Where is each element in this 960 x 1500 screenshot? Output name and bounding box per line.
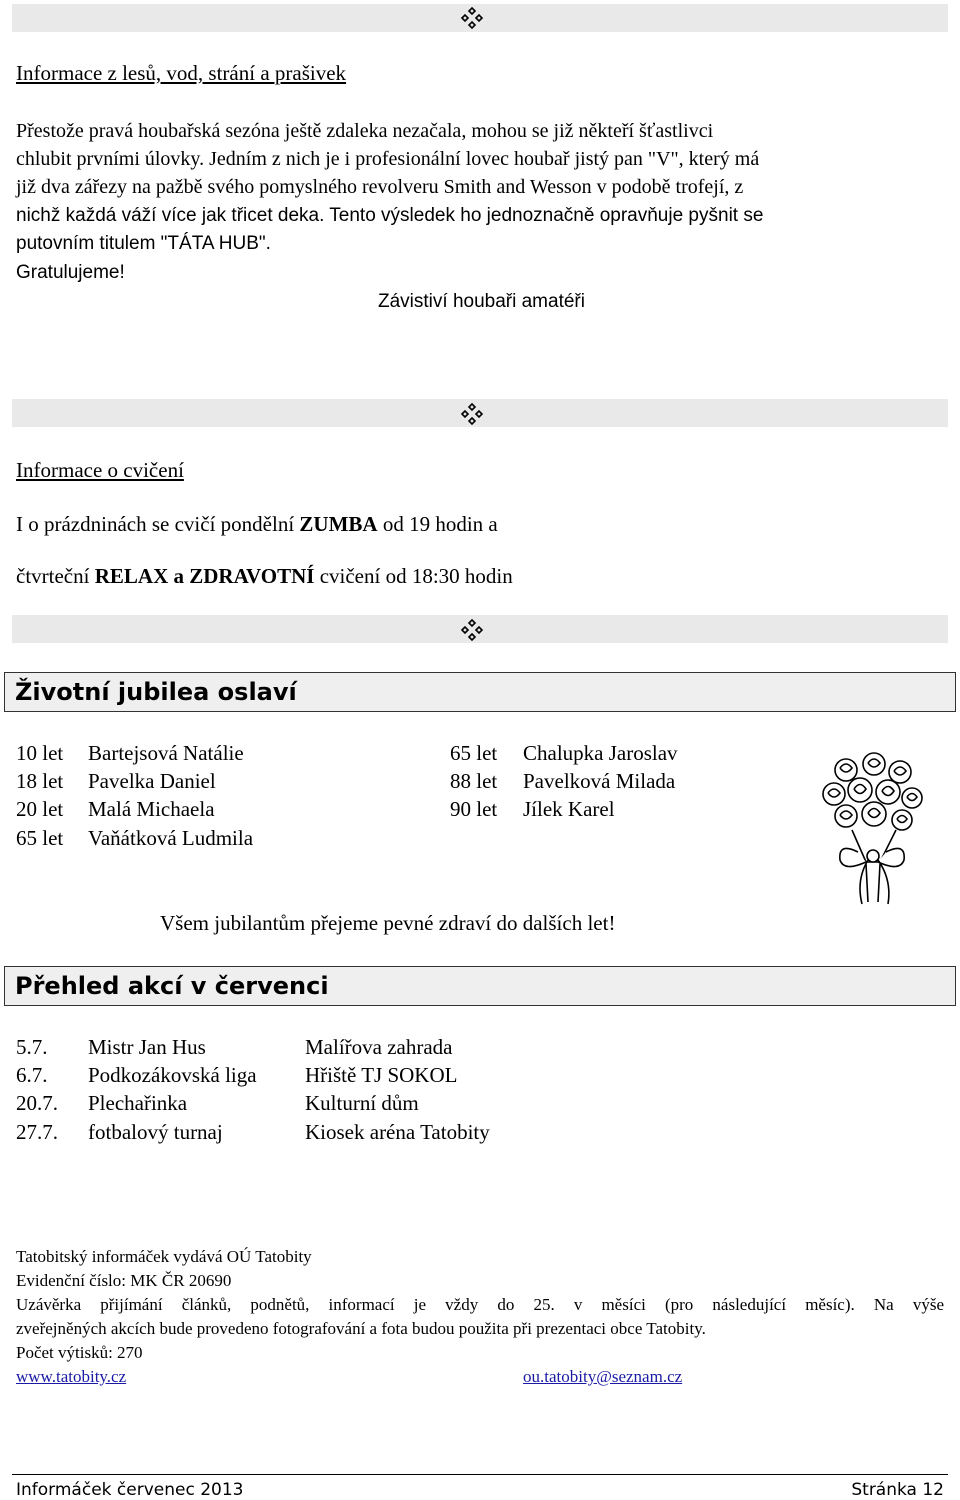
- imprint-registration: Evidenční číslo: MK ČR 20690: [16, 1271, 232, 1290]
- section-title-jubilees: Životní jubilea oslaví: [4, 672, 956, 712]
- jubilee-name: Malá Michaela: [88, 797, 215, 821]
- diamond-bullet-icon: [460, 6, 484, 30]
- section-title-exercise: Informace o cvičení: [16, 458, 184, 482]
- jubilee-age: 10 let: [16, 741, 64, 765]
- footer-issue: Informáček červenec 2013: [16, 1480, 244, 1500]
- jubilee-age: 88 let: [450, 769, 498, 793]
- exercise-line-1: [16, 510, 498, 538]
- flower-bouquet-icon: [818, 752, 928, 912]
- event-date: 6.7.: [16, 1063, 48, 1087]
- event-place: Hřiště TJ SOKOL: [305, 1063, 458, 1087]
- event-name: fotbalový turnaj: [88, 1120, 223, 1144]
- imprint-deadline-cont: zveřejněných akcích bude provedeno fotografování a fota budou použita při prezentaci obce Tatobity.: [16, 1319, 706, 1338]
- email-link[interactable]: ou.tatobity@seznam.cz: [523, 1367, 683, 1386]
- event-place: Malířova zahrada: [305, 1035, 453, 1059]
- footer-rule: [12, 1474, 948, 1475]
- text: čtvrteční: [16, 564, 95, 588]
- imprint-deadline: Uzávěrka přijímání článků, podnětů, informací je vždy do 25. v měsíci (pro následující měsíc). Na výše: [16, 1295, 944, 1314]
- paragraph-line: již dva zářezy na pažbě svého pomyslného revolveru Smith and Wesson v podobě trofejí, z: [16, 176, 744, 198]
- jubilee-name: Chalupka Jaroslav: [523, 741, 678, 765]
- jubilee-age: 65 let: [16, 826, 64, 850]
- event-name: Mistr Jan Hus: [88, 1035, 206, 1059]
- event-place: Kiosek aréna Tatobity: [305, 1120, 490, 1144]
- signature: Závistiví houbaři amatéři: [378, 291, 585, 312]
- text: od 19 hodin a: [377, 512, 498, 536]
- diamond-bullet-icon: [460, 618, 484, 642]
- class-name-bold: ZUMBA: [299, 512, 378, 536]
- event-name: Plechařinka: [88, 1091, 188, 1115]
- jubilee-name: Vaňátková Ludmila: [88, 826, 254, 850]
- event-place: Kulturní dům: [305, 1091, 419, 1115]
- paragraph-line: nichž každá váží více jak třicet deka. Tento výsledek ho jednoznačně opravňuje pyšnit se: [16, 205, 764, 226]
- jubilee-wish: Všem jubilantům přejeme pevné zdraví do dalších let!: [160, 911, 616, 935]
- jubilee-name: Bartejsová Natálie: [88, 741, 244, 765]
- imprint-publisher: Tatobitský informáček vydává OÚ Tatobity: [16, 1247, 312, 1266]
- website-link[interactable]: www.tatobity.cz: [16, 1367, 127, 1386]
- jubilee-name: Jílek Karel: [523, 797, 615, 821]
- event-date: 5.7.: [16, 1035, 48, 1059]
- text: I o prázdninách se cvičí pondělní: [16, 512, 300, 536]
- diamond-bullet-icon: [460, 402, 484, 426]
- exercise-line-2: [16, 562, 513, 590]
- paragraph-line: Přestože pravá houbařská sezóna ještě zdaleka nezačala, mohou se již někteří šťastlivci: [16, 120, 714, 142]
- jubilee-age: 20 let: [16, 797, 64, 821]
- section-title-mushrooms: Informace z lesů, vod, strání a prašivek: [16, 61, 347, 85]
- section-title-events: Přehled akcí v červenci: [4, 966, 956, 1006]
- paragraph-line: chlubit prvními úlovky. Jedním z nich je i profesionální lovec houbař jistý pan "V", který má: [16, 148, 760, 170]
- paragraph-line: putovním titulem "TÁTA HUB".: [16, 233, 271, 254]
- jubilee-age: 18 let: [16, 769, 64, 793]
- paragraph-line: Gratulujeme!: [16, 262, 125, 283]
- imprint-copies: Počet výtisků: 270: [16, 1343, 143, 1362]
- event-date: 27.7.: [16, 1120, 58, 1144]
- text: cvičení od 18:30 hodin: [314, 564, 513, 588]
- jubilee-name: Pavelková Milada: [523, 769, 676, 793]
- event-date: 20.7.: [16, 1091, 58, 1115]
- jubilee-age: 65 let: [450, 741, 498, 765]
- class-name-bold: RELAX a ZDRAVOTNÍ: [94, 564, 315, 588]
- jubilee-age: 90 let: [450, 797, 498, 821]
- jubilee-name: Pavelka Daniel: [88, 769, 216, 793]
- event-name: Podkozákovská liga: [88, 1063, 257, 1087]
- footer-page-number: Stránka 12: [851, 1480, 944, 1500]
